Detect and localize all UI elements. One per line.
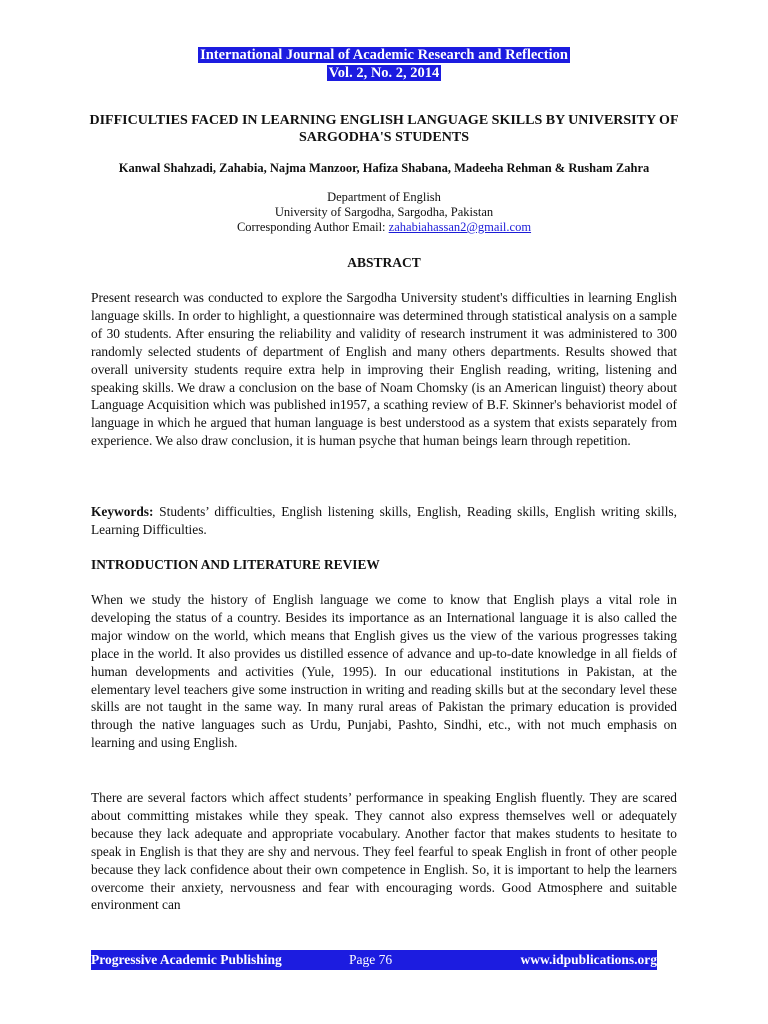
journal-volume: Vol. 2, No. 2, 2014 — [328, 65, 440, 81]
footer-website[interactable]: www.idpublications.org — [520, 952, 657, 967]
author-list: Kanwal Shahzadi, Zahabia, Najma Manzoor, Hafiza Shabana, Madeeha Rehman & Rusham Zahra — [118, 161, 650, 175]
keywords-text: Students’ difficulties, English listening skills, English, Reading skills, English writing skills, Learning Difficulties. — [91, 504, 677, 537]
keywords — [91, 503, 677, 539]
email-link[interactable]: zahabiahassan2@gmail.com — [388, 220, 532, 234]
paper-title: DIFFICULTIES FACED IN LEARNING ENGLISH LANGUAGE SKILLS BY UNIVERSITY OF SARGODHA'S STUDENTS — [89, 113, 679, 145]
affiliation-block — [40, 190, 728, 235]
email-label: Corresponding Author Email: — [236, 220, 386, 234]
footer-page-number: Page 76 — [349, 952, 393, 967]
department: Department of English — [327, 190, 441, 204]
journal-title: International Journal of Academic Research and Reflection — [200, 47, 568, 63]
keywords-label: Keywords: — [91, 504, 154, 519]
abstract-text: Present research was conducted to explore the Sargodha University student's difficulties in learning English language skills. In order to highlight, a questionnaire was determined through statistical analysis on a sample of 30 students. After ensuring the reliability and validity of research instrument it was administered to 300 randomly selected students of department of English and many others departments. Results showed that overall university students require extra help in improving their English reading, writing, listening and speaking skills. We draw a conclusion on the base of Noam Chomsky (is an American linguist) theory about Language Acquisition which was published in1957, a scathing review of B.F. Skinner's behaviorist model of language in which he argued that human language is best understood as a system that exists separately from experience. We also draw conclusion, it is human psyche that human beings learn through repetition. — [91, 290, 677, 449]
introduction-paragraph-2: There are several factors which affect students’ performance in speaking English fluently. They are scared about committing mistakes while they speak. They cannot also express themselves well or adequately because they lack adequate and appropriate vocabulary. Another factor that makes students to hesitate to speak in English is that they are shy and nervous. They feel fearful to speak English in front of other people because they lack confidence about their own competence in English. So, it is important to help the learners overcome their anxiety, nervousness and fear with encouraging words. Good Atmosphere and suitable environment can — [91, 790, 677, 913]
university: University of Sargodha, Sargodha, Pakistan — [274, 205, 494, 219]
page-footer — [91, 950, 657, 970]
footer-publisher: Progressive Academic Publishing — [91, 952, 282, 967]
introduction-heading: INTRODUCTION AND LITERATURE REVIEW — [91, 557, 380, 572]
journal-header — [0, 46, 768, 82]
corresponding-email-line — [40, 220, 728, 235]
introduction-paragraph-1: When we study the history of English language we come to know that English plays a vital role in developing the status of a country. Besides its importance as an International language it is also called the major window on the world, which means that English gives us the view of the various progresses taking place in the world. It also provides us distilled essence of advance and up-to-date knowledge in all fields of human developments and activities (Yule, 1995). In our educational institutions in Pakistan, at the elementary level teachers give some instruction in writing and reading skills but at the secondary level these skills are not taught in the same way. In many rural areas of Pakistan the primary education is provided through the native languages such as Urdu, Punjabi, Pashto, Sindhi, etc., with not much emphasis on learning and using English. — [91, 592, 677, 751]
abstract-heading: ABSTRACT — [347, 255, 421, 270]
